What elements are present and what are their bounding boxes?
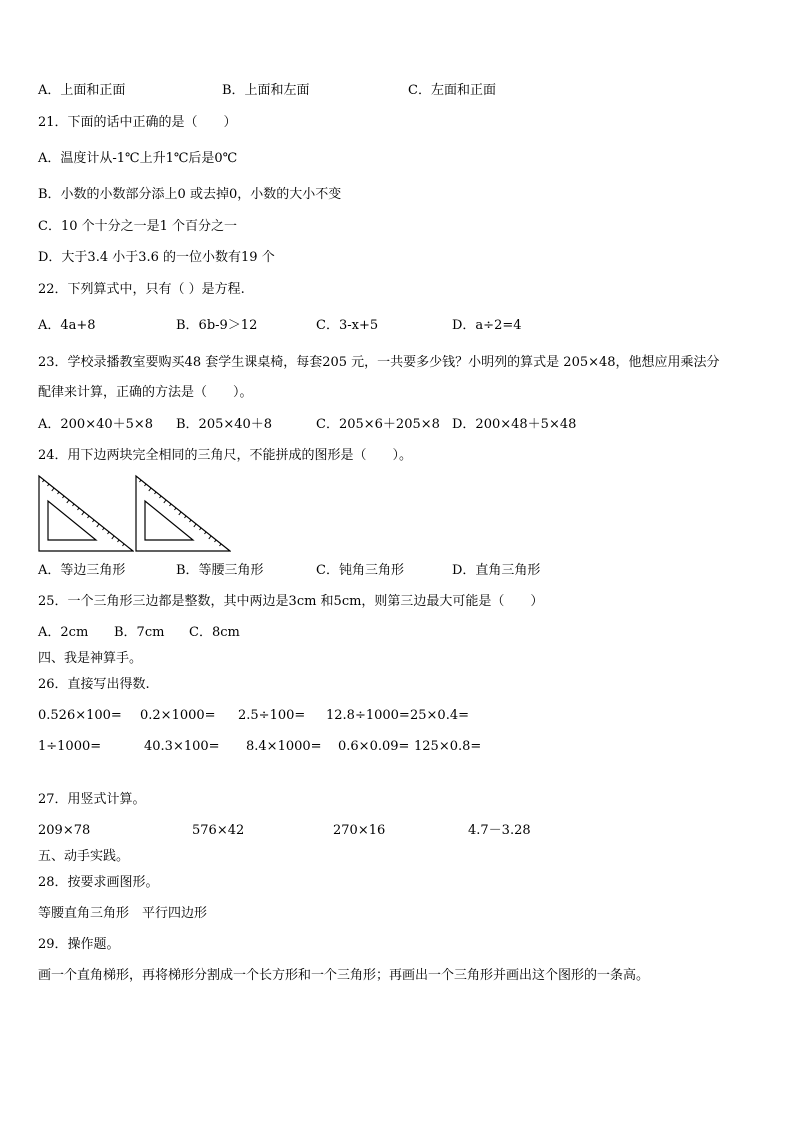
q22-option-a: A．4a+8 — [38, 318, 96, 333]
q24-option-a: A．等边三角形 — [38, 563, 126, 578]
q25-option-b: B．7cm — [114, 625, 165, 640]
q26-item: 125×0.8= — [414, 739, 482, 754]
q26-item: 25×0.4= — [410, 708, 470, 723]
set-square-right — [135, 474, 231, 552]
q23-stem-line1: 23．学校录播教室要购买48 套学生课桌椅，每套205 元，一共要多少钱？小明列的算式是 205×48，他想应用乘法分 — [38, 355, 720, 370]
set-square-ticks — [43, 480, 125, 546]
q22-option-b: B．6b-9＞12 — [176, 318, 258, 333]
q23-option-a: A．200×40＋5×8 — [38, 417, 154, 432]
q26-item: 8.4×1000= — [246, 739, 322, 754]
section4-title: 四、我是神算手。 — [38, 651, 143, 666]
q20-option-a: A．上面和正面 — [38, 83, 126, 98]
q27-item: 576×42 — [192, 823, 245, 838]
q22-option-d: D．a÷2=4 — [452, 318, 522, 333]
q27-item: 209×78 — [38, 823, 91, 838]
q21-option-b: B．小数的小数部分添上0 或去掉0，小数的大小不变 — [38, 187, 342, 202]
q21-option-a: A．温度计从-1℃上升1℃后是0℃ — [38, 151, 238, 166]
q22-option-c: C．3-x+5 — [316, 318, 379, 333]
q27-stem: 27．用竖式计算。 — [38, 792, 146, 807]
q26-item: 12.8÷1000= — [326, 708, 410, 723]
q26-item: 1÷1000= — [38, 739, 102, 754]
q25-stem: 25．一个三角形三边都是整数，其中两边是3cm 和5cm，则第三边最大可能是（ ） — [38, 594, 544, 609]
q23-stem-line2: 配律来计算，正确的方法是（ ）。 — [38, 385, 253, 400]
q27-item: 270×16 — [333, 823, 386, 838]
q28-stem: 28．按要求画图形。 — [38, 875, 159, 890]
q29-stem: 29．操作题。 — [38, 937, 120, 952]
section5-title: 五、动手实践。 — [38, 849, 130, 864]
q23-option-b: B．205×40＋8 — [176, 417, 273, 432]
q26-item: 0.6×0.09= — [338, 739, 410, 754]
q22-stem: 22．下列算式中，只有（ ）是方程. — [38, 282, 245, 297]
q28-items: 等腰直角三角形 平行四边形 — [38, 906, 208, 921]
q26-item: 40.3×100= — [144, 739, 220, 754]
set-square-inner — [145, 501, 193, 540]
q24-option-b: B．等腰三角形 — [176, 563, 264, 578]
q25-option-a: A．2cm — [38, 625, 89, 640]
q26-item: 2.5÷100= — [238, 708, 306, 723]
q24-stem: 24．用下边两块完全相同的三角尺，不能拼成的图形是（ ）。 — [38, 448, 413, 463]
q26-stem: 26．直接写出得数. — [38, 677, 150, 692]
q27-item: 4.7－3.28 — [468, 823, 531, 838]
q24-option-c: C．钝角三角形 — [316, 563, 404, 578]
q20-option-b: B．上面和左面 — [222, 83, 310, 98]
q24-option-d: D．直角三角形 — [452, 563, 541, 578]
set-square-ticks — [140, 480, 222, 546]
q26-item: 0.526×100= — [38, 708, 122, 723]
q23-option-d: D．200×48＋5×48 — [452, 417, 577, 432]
q21-option-c: C．10 个十分之一是1 个百分之一 — [38, 219, 238, 234]
set-square-inner — [48, 501, 96, 540]
q20-option-c: C．左面和正面 — [408, 83, 496, 98]
q25-option-c: C．8cm — [189, 625, 240, 640]
q21-stem: 21．下面的话中正确的是（ ） — [38, 115, 237, 130]
q29-text: 画一个直角梯形，再将梯形分割成一个长方形和一个三角形；再画出一个三角形并画出这个图形的一条高。 — [38, 968, 650, 983]
q26-item: 0.2×1000= — [140, 708, 216, 723]
q21-option-d: D．大于3.4 小于3.6 的一位小数有19 个 — [38, 250, 275, 265]
set-square-left — [38, 474, 134, 552]
q23-option-c: C．205×6＋205×8 — [316, 417, 440, 432]
